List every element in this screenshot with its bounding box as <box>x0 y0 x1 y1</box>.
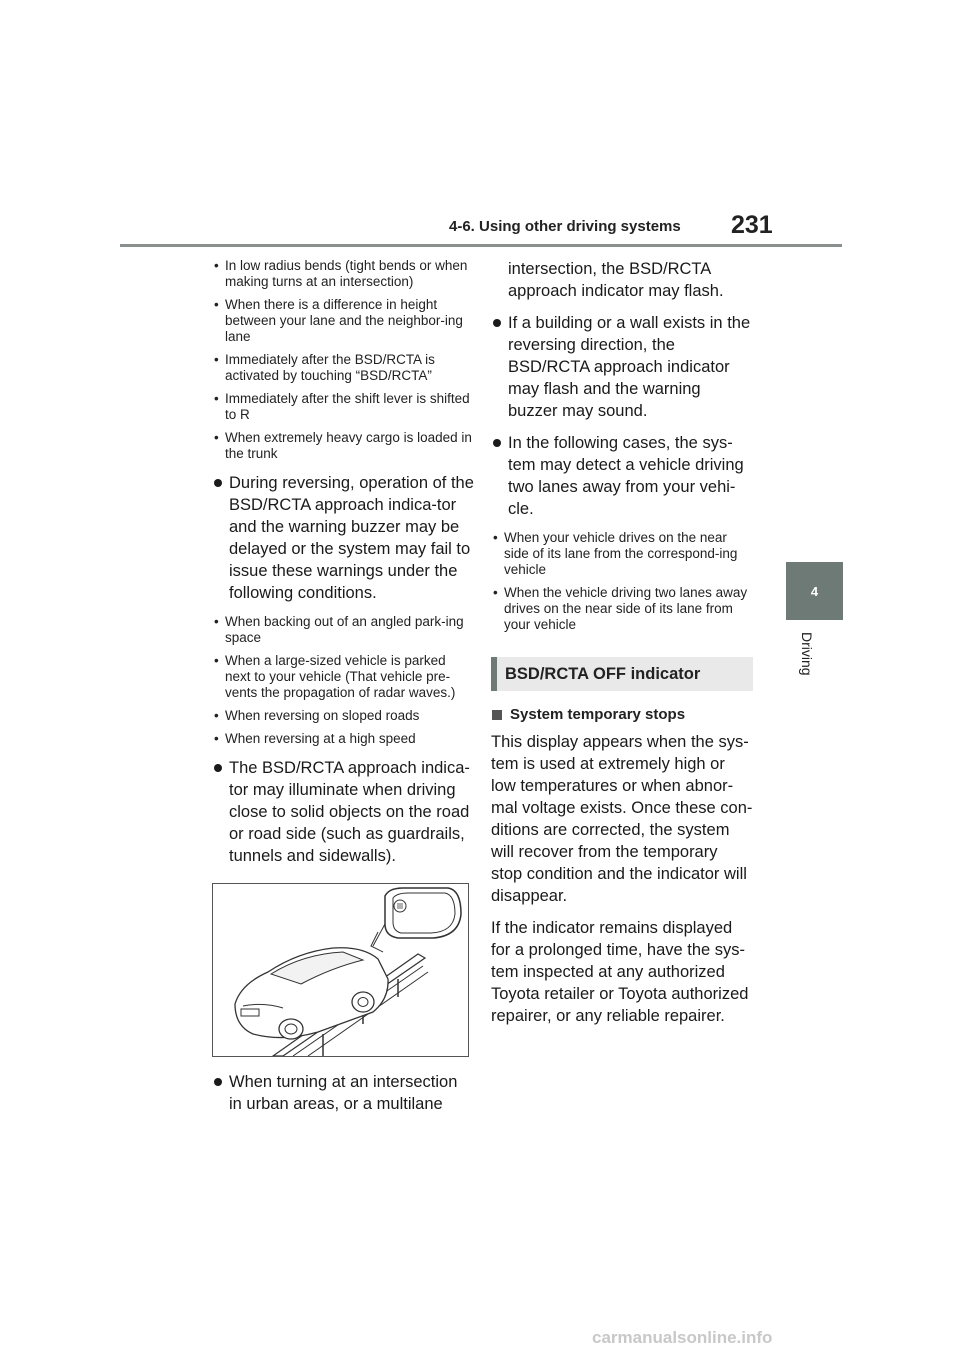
watermark: carmanualsonline.info <box>592 1328 773 1347</box>
list-item: • When a large-sized vehicle is parked next to your vehicle (That vehicle pre-vents the propagation of radar waves.) <box>212 653 474 701</box>
list-item: • When backing out of an angled park-ing space <box>212 614 474 646</box>
section-title: 4-6. Using other driving systems <box>449 218 681 235</box>
chapter-label: Driving <box>799 632 815 676</box>
left-column <box>212 258 474 1125</box>
list-item: • Immediately after the shift lever is shifted to R <box>212 391 474 423</box>
bullet-illuminate: The BSD/RCTA approach indica-tor may illuminate when driving close to solid objects on the road or road side (such as guardrails, tunnels and sidewalls). <box>212 757 474 867</box>
paragraph-display: This display appears when the sys-tem is used at extremely high or low temperatures or when abnor-mal voltage exists. Once these con-ditions are corrected, the system will recover from the temporary stop condition and the indicator will disappear. <box>491 733 753 905</box>
subheading: System temporary stops <box>491 705 753 725</box>
list-item: • When reversing on sloped roads <box>212 708 474 724</box>
condition-list-3 <box>491 530 753 633</box>
bullet-two-lanes: In the following cases, the sys-tem may detect a vehicle driving two lanes away from your vehi-cle. <box>491 432 753 520</box>
condition-list-1 <box>212 258 474 462</box>
list-item: • When extremely heavy cargo is loaded in the trunk <box>212 430 474 462</box>
page-header <box>0 0 960 250</box>
list-item: • When there is a difference in height between your lane and the neighbor-ing lane <box>212 297 474 345</box>
right-column <box>491 258 753 1037</box>
list-item: • When the vehicle driving two lanes away drives on the near side of its lane from your vehicle <box>491 585 753 633</box>
paragraph-inspection: If the indicator remains displayed for a prolonged time, have the sys-tem inspected at any authorized Toyota retailer or Toyota authorized repairer, or any reliable repairer. <box>491 919 749 1025</box>
list-item: • Immediately after the BSD/RCTA is activated by touching “BSD/RCTA” <box>212 352 474 384</box>
list-item: • In low radius bends (tight bends or when making turns at an intersection) <box>212 258 474 290</box>
condition-list-2 <box>212 614 474 747</box>
bullet-building: If a building or a wall exists in the reversing direction, the BSD/RCTA approach indicator may flash and the warning buzzer may sound. <box>491 312 753 422</box>
section-heading: BSD/RCTA OFF indicator <box>491 657 753 691</box>
car-guardrail-drawing <box>213 884 468 1056</box>
page-number: 231 <box>731 211 773 239</box>
bullet-turning: When turning at an intersection in urban areas, or a multilane <box>212 1071 474 1115</box>
bullet-reversing: During reversing, operation of the BSD/RCTA approach indica-tor and the warning buzzer may be delayed or the system may fail to issue these warnings under the following conditions. <box>212 472 474 604</box>
list-item: • When your vehicle drives on the near side of its lane from the correspond-ing vehicle <box>491 530 753 578</box>
guardrail-illustration <box>212 883 469 1057</box>
bullet-turning-continued: intersection, the BSD/RCTA approach indicator may flash. <box>508 260 724 300</box>
header-divider <box>120 244 842 247</box>
chapter-tab: 4 <box>786 562 843 620</box>
list-item: • When reversing at a high speed <box>212 731 474 747</box>
